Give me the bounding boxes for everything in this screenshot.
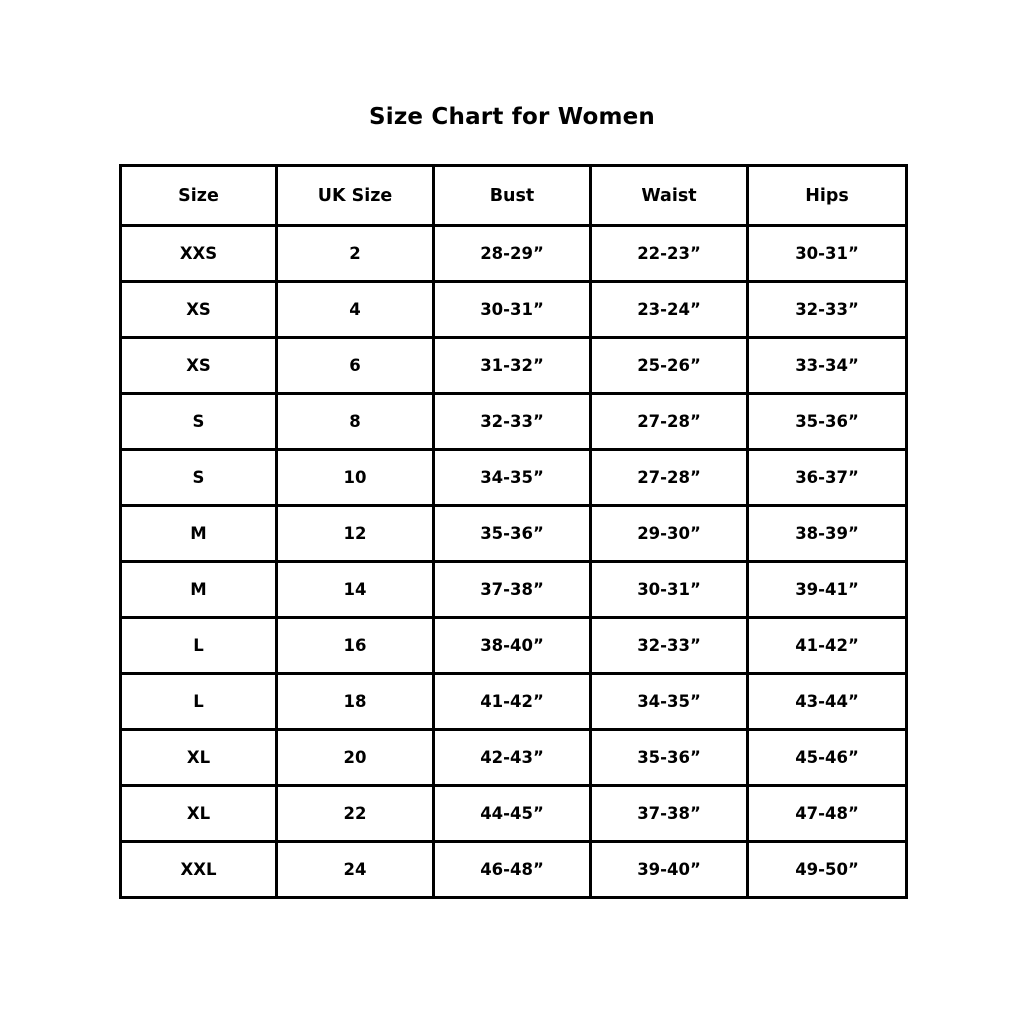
- cell-waist: 39-40”: [591, 842, 748, 898]
- table-row: [121, 842, 907, 898]
- cell-waist: 23-24”: [591, 282, 748, 338]
- cell-uk: 2: [277, 226, 434, 282]
- table-row: [121, 282, 907, 338]
- size-chart-table-wrapper: [119, 164, 905, 899]
- cell-bust: 44-45”: [434, 786, 591, 842]
- cell-hips: 32-33”: [748, 282, 907, 338]
- column-header-size: Size: [121, 166, 277, 226]
- table-row: [121, 338, 907, 394]
- cell-uk: 24: [277, 842, 434, 898]
- table-header-row: [121, 166, 907, 226]
- cell-uk: 4: [277, 282, 434, 338]
- column-header-hips: Hips: [748, 166, 907, 226]
- cell-bust: 37-38”: [434, 562, 591, 618]
- cell-size: XXL: [121, 842, 277, 898]
- cell-hips: 30-31”: [748, 226, 907, 282]
- cell-waist: 25-26”: [591, 338, 748, 394]
- cell-size: XL: [121, 730, 277, 786]
- cell-uk: 18: [277, 674, 434, 730]
- table-row: [121, 618, 907, 674]
- table-row: [121, 562, 907, 618]
- cell-waist: 27-28”: [591, 394, 748, 450]
- cell-bust: 28-29”: [434, 226, 591, 282]
- cell-hips: 43-44”: [748, 674, 907, 730]
- cell-uk: 22: [277, 786, 434, 842]
- column-header-uk-size: UK Size: [277, 166, 434, 226]
- cell-size: L: [121, 674, 277, 730]
- cell-bust: 35-36”: [434, 506, 591, 562]
- cell-waist: 22-23”: [591, 226, 748, 282]
- cell-hips: 35-36”: [748, 394, 907, 450]
- cell-size: S: [121, 450, 277, 506]
- cell-waist: 30-31”: [591, 562, 748, 618]
- cell-size: M: [121, 562, 277, 618]
- cell-uk: 10: [277, 450, 434, 506]
- cell-bust: 30-31”: [434, 282, 591, 338]
- cell-uk: 20: [277, 730, 434, 786]
- cell-hips: 45-46”: [748, 730, 907, 786]
- cell-bust: 34-35”: [434, 450, 591, 506]
- cell-bust: 38-40”: [434, 618, 591, 674]
- size-chart-table: [119, 164, 908, 899]
- cell-hips: 33-34”: [748, 338, 907, 394]
- cell-waist: 27-28”: [591, 450, 748, 506]
- table-row: [121, 786, 907, 842]
- cell-uk: 8: [277, 394, 434, 450]
- cell-waist: 29-30”: [591, 506, 748, 562]
- cell-size: S: [121, 394, 277, 450]
- cell-size: XS: [121, 282, 277, 338]
- cell-waist: 32-33”: [591, 618, 748, 674]
- cell-uk: 16: [277, 618, 434, 674]
- cell-bust: 31-32”: [434, 338, 591, 394]
- cell-bust: 41-42”: [434, 674, 591, 730]
- column-header-waist: Waist: [591, 166, 748, 226]
- table-row: [121, 450, 907, 506]
- cell-uk: 6: [277, 338, 434, 394]
- cell-hips: 39-41”: [748, 562, 907, 618]
- table-row: [121, 394, 907, 450]
- cell-size: M: [121, 506, 277, 562]
- cell-bust: 46-48”: [434, 842, 591, 898]
- cell-hips: 36-37”: [748, 450, 907, 506]
- cell-size: L: [121, 618, 277, 674]
- cell-waist: 35-36”: [591, 730, 748, 786]
- cell-bust: 42-43”: [434, 730, 591, 786]
- page-title: Size Chart for Women: [368, 104, 655, 130]
- cell-uk: 12: [277, 506, 434, 562]
- cell-hips: 49-50”: [748, 842, 907, 898]
- table-row: [121, 226, 907, 282]
- cell-waist: 34-35”: [591, 674, 748, 730]
- cell-hips: 41-42”: [748, 618, 907, 674]
- cell-waist: 37-38”: [591, 786, 748, 842]
- cell-hips: 47-48”: [748, 786, 907, 842]
- column-header-bust: Bust: [434, 166, 591, 226]
- cell-size: XS: [121, 338, 277, 394]
- cell-uk: 14: [277, 562, 434, 618]
- cell-hips: 38-39”: [748, 506, 907, 562]
- cell-size: XL: [121, 786, 277, 842]
- table-row: [121, 674, 907, 730]
- table-row: [121, 506, 907, 562]
- cell-size: XXS: [121, 226, 277, 282]
- cell-bust: 32-33”: [434, 394, 591, 450]
- table-row: [121, 730, 907, 786]
